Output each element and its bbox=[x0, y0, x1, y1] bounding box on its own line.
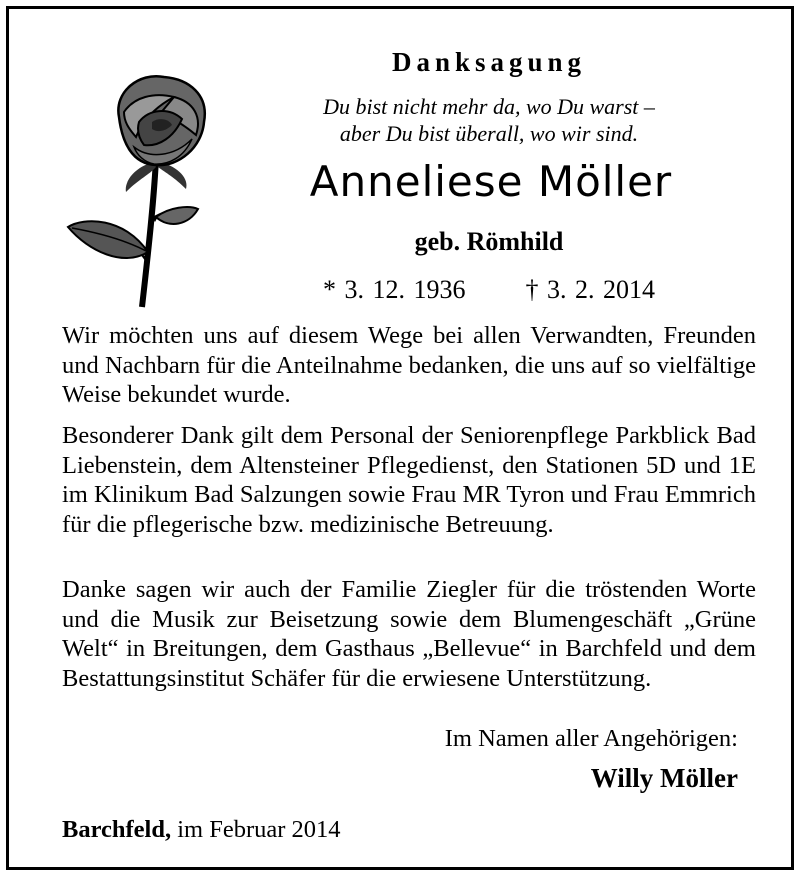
signature-intro: Im Namen aller Angehörigen: bbox=[444, 725, 738, 752]
notice-frame bbox=[6, 6, 794, 870]
death-date: † 3. 2. 2014 bbox=[525, 275, 655, 304]
place-date bbox=[62, 816, 341, 844]
rose-icon bbox=[64, 67, 234, 312]
quote bbox=[259, 93, 719, 147]
heading: Danksagung bbox=[391, 47, 587, 77]
birth-date: * 3. 12. 1936 bbox=[323, 275, 466, 304]
life-dates bbox=[259, 275, 719, 305]
place: Barchfeld, bbox=[62, 816, 172, 843]
date-line: im Februar 2014 bbox=[177, 816, 341, 843]
paragraph-thanks-care: Besonderer Dank gilt dem Personal der Seniorenpflege Parkblick Bad Liebenstein, dem Altensteiner Pflegedienst, den Stationen 5D und 1E im Klinikum Bad Salzungen sowie Frau MR Tyron und Frau Emmrich für die pflegerische bzw. medizinische Betreuung. bbox=[62, 422, 756, 538]
paragraph-thanks-relatives: Wir möchten uns auf diesem Wege bei allen Verwandten, Freunden und Nachbarn für die Anteilnahme bedanken, die uns auf so vielfältige Weise bekundet wurde. bbox=[62, 322, 756, 408]
signature-name: Willy Möller bbox=[590, 763, 738, 793]
deceased-name: Anneliese Möller bbox=[309, 157, 673, 206]
quote-line-1: Du bist nicht mehr da, wo Du warst – bbox=[323, 94, 655, 119]
quote-line-2: aber Du bist überall, wo wir sind. bbox=[339, 121, 639, 146]
birth-name: geb. Römhild bbox=[414, 227, 564, 256]
paragraph-thanks-funeral: Danke sagen wir auch der Familie Ziegler für die tröstenden Worte und die Musik zur Beisetzung sowie dem Blumengeschäft „Grüne Welt“ in Breitungen, dem Gasthaus „Bellevue“ in Barchfeld und dem Bestattungsinstitut Schäfer für die erwiesene Unterstützung. bbox=[62, 576, 756, 692]
